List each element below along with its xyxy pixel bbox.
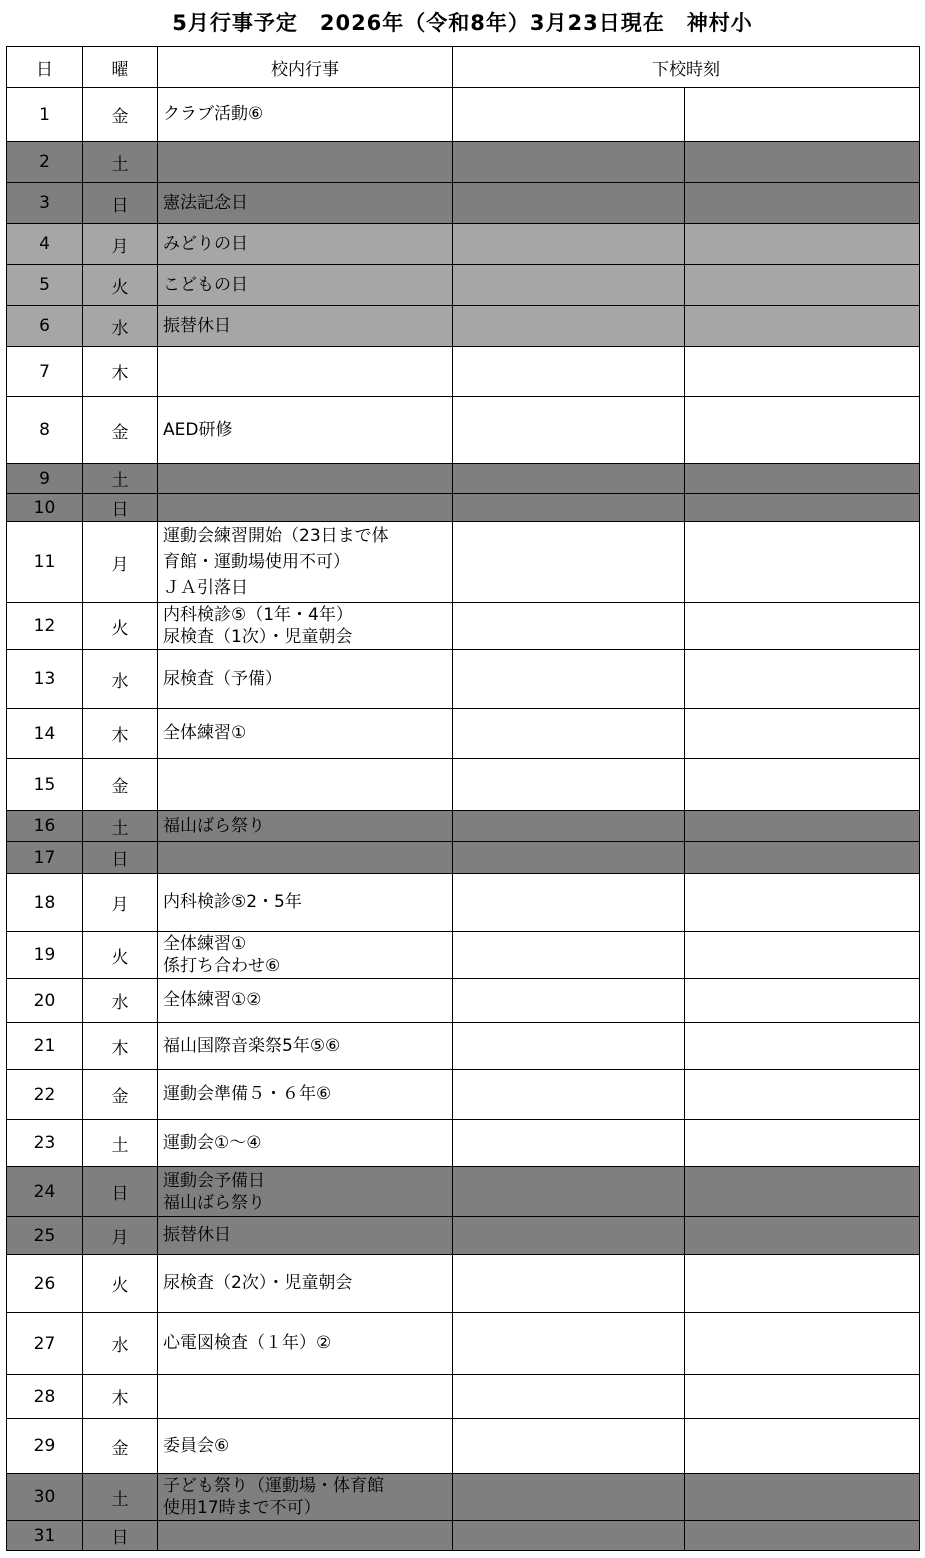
table-row — [7, 1375, 920, 1419]
event-line: 振替休日 — [163, 315, 231, 336]
header-dismissal: 下校時刻 — [453, 47, 920, 88]
events-cell — [158, 1255, 453, 1313]
weekday-cell: 日 — [83, 1167, 158, 1217]
day-cell: 6 — [7, 306, 83, 347]
dismissal-cell-b — [685, 1167, 920, 1217]
dismissal-cell-b — [685, 1255, 920, 1313]
dismissal-cell-a — [453, 1375, 685, 1419]
weekday-cell: 金 — [83, 759, 158, 811]
day-cell: 26 — [7, 1255, 83, 1313]
dismissal-cell-a — [453, 709, 685, 759]
dismissal-cell-b — [685, 1419, 920, 1474]
dismissal-cell-b — [685, 759, 920, 811]
dismissal-cell-a — [453, 1023, 685, 1070]
day-cell: 19 — [7, 932, 83, 979]
weekday-cell: 火 — [83, 1255, 158, 1313]
weekday-cell: 火 — [83, 603, 158, 650]
dismissal-cell-b — [685, 306, 920, 347]
weekday-cell: 水 — [83, 979, 158, 1023]
dismissal-cell-a — [453, 932, 685, 979]
table-row — [7, 874, 920, 932]
dismissal-cell-a — [453, 842, 685, 874]
dismissal-cell-b — [685, 142, 920, 183]
day-cell: 10 — [7, 494, 83, 522]
table-row — [7, 522, 920, 603]
dismissal-cell-b — [685, 842, 920, 874]
events-cell — [158, 603, 453, 650]
table-row — [7, 650, 920, 709]
events-cell — [158, 1313, 453, 1375]
event-line: 心電図検査（１年）② — [163, 1333, 332, 1353]
weekday-cell: 金 — [83, 1419, 158, 1474]
weekday-cell: 木 — [83, 1375, 158, 1419]
event-line: 運動会準備５・６年⑥ — [163, 1084, 332, 1104]
events-cell — [158, 1474, 453, 1521]
schedule-body — [7, 88, 920, 1551]
table-row — [7, 265, 920, 306]
dismissal-cell-b — [685, 1023, 920, 1070]
dismissal-cell-b — [685, 1474, 920, 1521]
dismissal-cell-a — [453, 759, 685, 811]
events-cell — [158, 1375, 453, 1419]
day-cell: 8 — [7, 397, 83, 464]
event-line: 尿検査（予備） — [163, 668, 282, 689]
dismissal-cell-b — [685, 932, 920, 979]
weekday-cell: 土 — [83, 142, 158, 183]
day-cell: 24 — [7, 1167, 83, 1217]
event-line: 福山ばら祭り — [163, 815, 265, 836]
table-row — [7, 1167, 920, 1217]
dismissal-cell-a — [453, 1167, 685, 1217]
weekday-cell: 土 — [83, 1474, 158, 1521]
day-cell: 30 — [7, 1474, 83, 1521]
event-line: 憲法記念日 — [163, 192, 248, 213]
event-line: 全体練習① — [163, 723, 247, 743]
dismissal-cell-b — [685, 811, 920, 842]
day-cell: 16 — [7, 811, 83, 842]
dismissal-cell-b — [685, 464, 920, 494]
events-cell — [158, 1217, 453, 1255]
events-cell — [158, 1167, 453, 1217]
day-cell: 12 — [7, 603, 83, 650]
weekday-cell: 金 — [83, 397, 158, 464]
table-row — [7, 88, 920, 142]
weekday-cell: 木 — [83, 1023, 158, 1070]
weekday-cell: 火 — [83, 932, 158, 979]
dismissal-cell-b — [685, 183, 920, 224]
day-cell: 18 — [7, 874, 83, 932]
weekday-cell: 土 — [83, 464, 158, 494]
dismissal-cell-b — [685, 397, 920, 464]
event-line: ＪＡ引落日 — [163, 578, 248, 598]
events-cell — [158, 88, 453, 142]
events-cell — [158, 874, 453, 932]
table-row — [7, 224, 920, 265]
dismissal-cell-a — [453, 306, 685, 347]
weekday-cell: 土 — [83, 1120, 158, 1167]
events-cell — [158, 265, 453, 306]
dismissal-cell-b — [685, 650, 920, 709]
dismissal-cell-b — [685, 347, 920, 397]
events-cell — [158, 932, 453, 979]
table-row — [7, 1255, 920, 1313]
day-cell: 17 — [7, 842, 83, 874]
dismissal-cell-a — [453, 347, 685, 397]
event-line: 育館・運動場使用不可） — [163, 552, 350, 572]
dismissal-cell-a — [453, 522, 685, 603]
weekday-cell: 月 — [83, 1217, 158, 1255]
dismissal-cell-b — [685, 1120, 920, 1167]
dismissal-cell-b — [685, 1375, 920, 1419]
table-row — [7, 1419, 920, 1474]
weekday-cell: 水 — [83, 1313, 158, 1375]
dismissal-cell-b — [685, 603, 920, 650]
table-row — [7, 603, 920, 650]
day-cell: 9 — [7, 464, 83, 494]
schedule-table — [6, 46, 920, 1551]
table-row — [7, 183, 920, 224]
dismissal-cell-a — [453, 1521, 685, 1551]
table-row — [7, 759, 920, 811]
events-cell — [158, 1120, 453, 1167]
day-cell: 28 — [7, 1375, 83, 1419]
day-cell: 7 — [7, 347, 83, 397]
dismissal-cell-b — [685, 1217, 920, 1255]
table-row — [7, 709, 920, 759]
event-line: 全体練習① — [163, 934, 247, 954]
event-line: 振替休日 — [163, 1225, 231, 1245]
weekday-cell: 木 — [83, 347, 158, 397]
event-line: 内科検診⑤2・5年 — [163, 892, 302, 912]
dismissal-cell-b — [685, 494, 920, 522]
event-line: 使用17時まで不可） — [163, 1498, 321, 1518]
header-row — [7, 47, 920, 88]
table-row — [7, 1474, 920, 1521]
events-cell — [158, 842, 453, 874]
event-line: 尿検査（2次）・児童朝会 — [163, 1273, 353, 1293]
table-row — [7, 979, 920, 1023]
event-line: 運動会練習開始（23日まで体 — [163, 526, 389, 546]
weekday-cell: 日 — [83, 494, 158, 522]
events-cell — [158, 1023, 453, 1070]
event-line: こどもの日 — [163, 274, 248, 295]
weekday-cell: 水 — [83, 306, 158, 347]
table-row — [7, 1120, 920, 1167]
events-cell — [158, 397, 453, 464]
table-row — [7, 1023, 920, 1070]
dismissal-cell-a — [453, 224, 685, 265]
dismissal-cell-a — [453, 142, 685, 183]
event-line: 委員会⑥ — [163, 1435, 230, 1456]
events-cell — [158, 811, 453, 842]
day-cell: 31 — [7, 1521, 83, 1551]
dismissal-cell-a — [453, 1313, 685, 1375]
events-cell — [158, 979, 453, 1023]
day-cell: 15 — [7, 759, 83, 811]
weekday-cell: 木 — [83, 709, 158, 759]
dismissal-cell-a — [453, 979, 685, 1023]
day-cell: 14 — [7, 709, 83, 759]
day-cell: 2 — [7, 142, 83, 183]
weekday-cell: 火 — [83, 265, 158, 306]
table-row — [7, 397, 920, 464]
table-row — [7, 1521, 920, 1551]
event-line: 全体練習①② — [163, 990, 262, 1010]
table-row — [7, 464, 920, 494]
weekday-cell: 金 — [83, 88, 158, 142]
day-cell: 5 — [7, 265, 83, 306]
table-row — [7, 1313, 920, 1375]
table-row — [7, 142, 920, 183]
dismissal-cell-a — [453, 183, 685, 224]
weekday-cell: 月 — [83, 224, 158, 265]
weekday-cell: 日 — [83, 842, 158, 874]
events-cell — [158, 494, 453, 522]
weekday-cell: 月 — [83, 874, 158, 932]
table-row — [7, 932, 920, 979]
dismissal-cell-a — [453, 874, 685, 932]
dismissal-cell-b — [685, 874, 920, 932]
table-row — [7, 347, 920, 397]
event-line: 運動会①～④ — [163, 1132, 262, 1153]
dismissal-cell-b — [685, 224, 920, 265]
day-cell: 23 — [7, 1120, 83, 1167]
events-cell — [158, 306, 453, 347]
dismissal-cell-a — [453, 1474, 685, 1521]
dismissal-cell-a — [453, 397, 685, 464]
weekday-cell: 土 — [83, 811, 158, 842]
dismissal-cell-b — [685, 1521, 920, 1551]
weekday-cell: 月 — [83, 522, 158, 603]
dismissal-cell-a — [453, 650, 685, 709]
dismissal-cell-b — [685, 265, 920, 306]
events-cell — [158, 1521, 453, 1551]
events-cell — [158, 347, 453, 397]
weekday-cell: 日 — [83, 1521, 158, 1551]
dismissal-cell-b — [685, 1070, 920, 1120]
day-cell: 20 — [7, 979, 83, 1023]
header-weekday: 曜 — [83, 47, 158, 88]
dismissal-cell-b — [685, 1313, 920, 1375]
day-cell: 1 — [7, 88, 83, 142]
event-line: AED研修 — [163, 419, 233, 440]
table-row — [7, 1070, 920, 1120]
day-cell: 25 — [7, 1217, 83, 1255]
dismissal-cell-a — [453, 1255, 685, 1313]
header-events: 校内行事 — [158, 47, 453, 88]
day-cell: 3 — [7, 183, 83, 224]
events-cell — [158, 522, 453, 603]
day-cell: 29 — [7, 1419, 83, 1474]
events-cell — [158, 142, 453, 183]
event-line: 子ども祭り（運動場・体育館 — [163, 1476, 384, 1496]
table-row — [7, 842, 920, 874]
dismissal-cell-b — [685, 88, 920, 142]
table-row — [7, 811, 920, 842]
dismissal-cell-a — [453, 1120, 685, 1167]
dismissal-cell-a — [453, 265, 685, 306]
event-line: 福山国際音楽祭5年⑤⑥ — [163, 1035, 341, 1056]
day-cell: 27 — [7, 1313, 83, 1375]
dismissal-cell-a — [453, 603, 685, 650]
day-cell: 4 — [7, 224, 83, 265]
page-title: 5月行事予定 2026年（令和8年）3月23日現在 神村小 — [172, 11, 753, 35]
day-cell: 13 — [7, 650, 83, 709]
events-cell — [158, 650, 453, 709]
dismissal-cell-a — [453, 1070, 685, 1120]
table-row — [7, 1217, 920, 1255]
dismissal-cell-a — [453, 88, 685, 142]
dismissal-cell-a — [453, 464, 685, 494]
table-row — [7, 494, 920, 522]
event-line: 尿検査（1次）・児童朝会 — [163, 627, 353, 647]
dismissal-cell-a — [453, 811, 685, 842]
dismissal-cell-a — [453, 1217, 685, 1255]
events-cell — [158, 1070, 453, 1120]
event-line: みどりの日 — [163, 233, 248, 254]
events-cell — [158, 464, 453, 494]
event-line: 内科検診⑤（1年・4年） — [163, 605, 353, 625]
day-cell: 21 — [7, 1023, 83, 1070]
events-cell — [158, 759, 453, 811]
event-line: クラブ活動⑥ — [163, 104, 264, 124]
event-line: 運動会予備日 — [163, 1170, 265, 1191]
day-cell: 22 — [7, 1070, 83, 1120]
events-cell — [158, 1419, 453, 1474]
dismissal-cell-a — [453, 494, 685, 522]
event-line: 福山ばら祭り — [163, 1192, 265, 1213]
weekday-cell: 金 — [83, 1070, 158, 1120]
dismissal-cell-b — [685, 979, 920, 1023]
weekday-cell: 日 — [83, 183, 158, 224]
events-cell — [158, 709, 453, 759]
dismissal-cell-a — [453, 1419, 685, 1474]
events-cell — [158, 183, 453, 224]
weekday-cell: 水 — [83, 650, 158, 709]
dismissal-cell-b — [685, 522, 920, 603]
dismissal-cell-b — [685, 709, 920, 759]
table-row — [7, 306, 920, 347]
day-cell: 11 — [7, 522, 83, 603]
header-day: 日 — [7, 47, 83, 88]
events-cell — [158, 224, 453, 265]
event-line: 係打ち合わせ⑥ — [163, 956, 281, 976]
